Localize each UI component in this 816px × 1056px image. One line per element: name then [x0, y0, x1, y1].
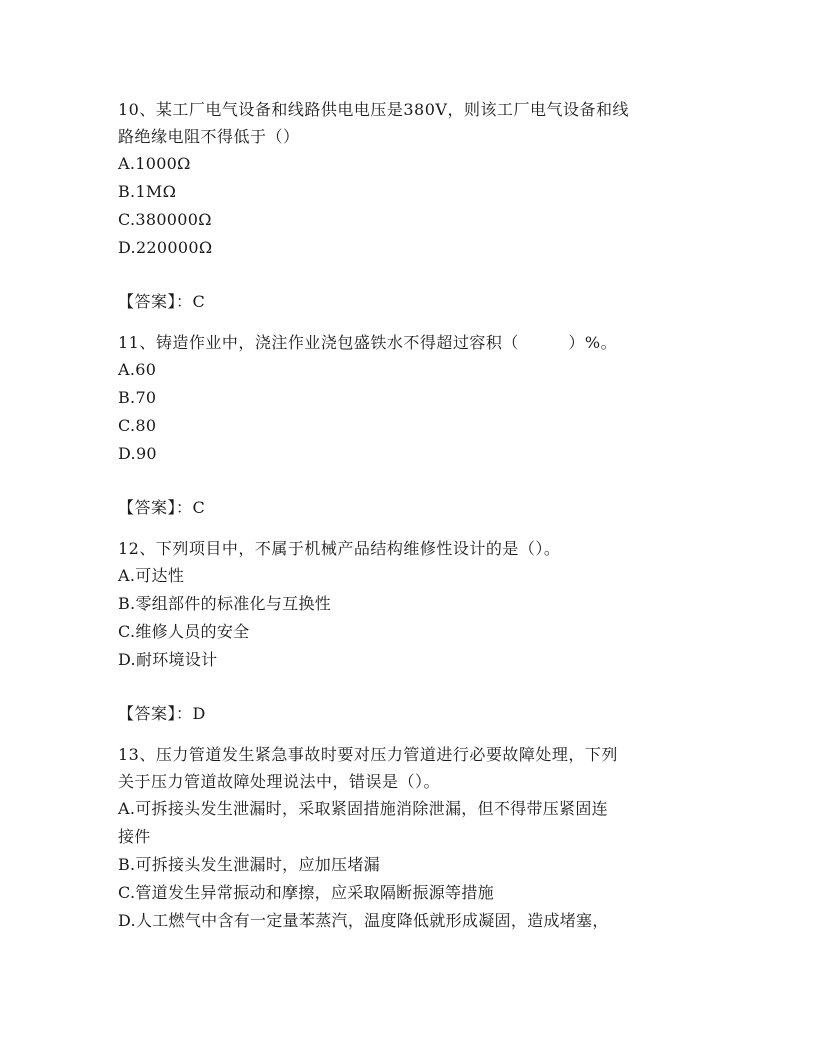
option-d: D.耐环境设计: [118, 650, 218, 669]
question-11: [118, 329, 698, 522]
answer-line: 【答案】：C: [118, 292, 206, 311]
answer-line: 【答案】：C: [118, 498, 206, 517]
option-d: D.220000Ω: [118, 238, 213, 257]
option-a: A.1000Ω: [118, 154, 191, 173]
question-13: [118, 741, 698, 935]
option-a: A.60: [118, 360, 157, 379]
option-b: B.可拆接头发生泄漏时，应加压堵漏: [118, 855, 380, 874]
option-d: D.90: [118, 444, 157, 463]
option-a-continued: 接件: [118, 827, 151, 846]
option-b: B.零组部件的标准化与互换性: [118, 594, 332, 613]
question-stem: 10、某工厂电气设备和线路供电电压是380V，则该工厂电气设备和线: [118, 100, 629, 119]
answer-line: 【答案】：D: [118, 704, 206, 723]
option-a: A.可达性: [118, 566, 185, 585]
question-stem: 11、铸造作业中，浇注作业浇包盛铁水不得超过容积（ ）%。: [118, 333, 618, 352]
option-b: B.70: [118, 388, 157, 407]
question-12: [118, 535, 698, 728]
question-stem: 13、压力管道发生紧急事故时要对压力管道进行必要故障处理，下列: [118, 745, 618, 764]
document-page: [118, 96, 698, 935]
option-d: D.人工燃气中含有一定量苯蒸汽，温度降低就形成凝固，造成堵塞，: [118, 911, 609, 930]
option-a: A.可拆接头发生泄漏时，采取紧固措施消除泄漏，但不得带压紧固连: [118, 799, 608, 818]
option-c: C.380000Ω: [118, 210, 212, 229]
option-b: B.1MΩ: [118, 182, 177, 201]
question-stem: 12、下列项目中，不属于机械产品结构维修性设计的是（）。: [118, 539, 561, 558]
option-c: C.管道发生异常振动和摩擦，应采取隔断振源等措施: [118, 883, 494, 902]
question-stem-continued: 关于压力管道故障处理说法中，错误是（）。: [118, 772, 441, 791]
question-10: [118, 96, 698, 316]
option-c: C.80: [118, 416, 157, 435]
question-stem-continued: 路绝缘电阻不得低于（）: [118, 127, 300, 146]
option-c: C.维修人员的安全: [118, 622, 250, 641]
